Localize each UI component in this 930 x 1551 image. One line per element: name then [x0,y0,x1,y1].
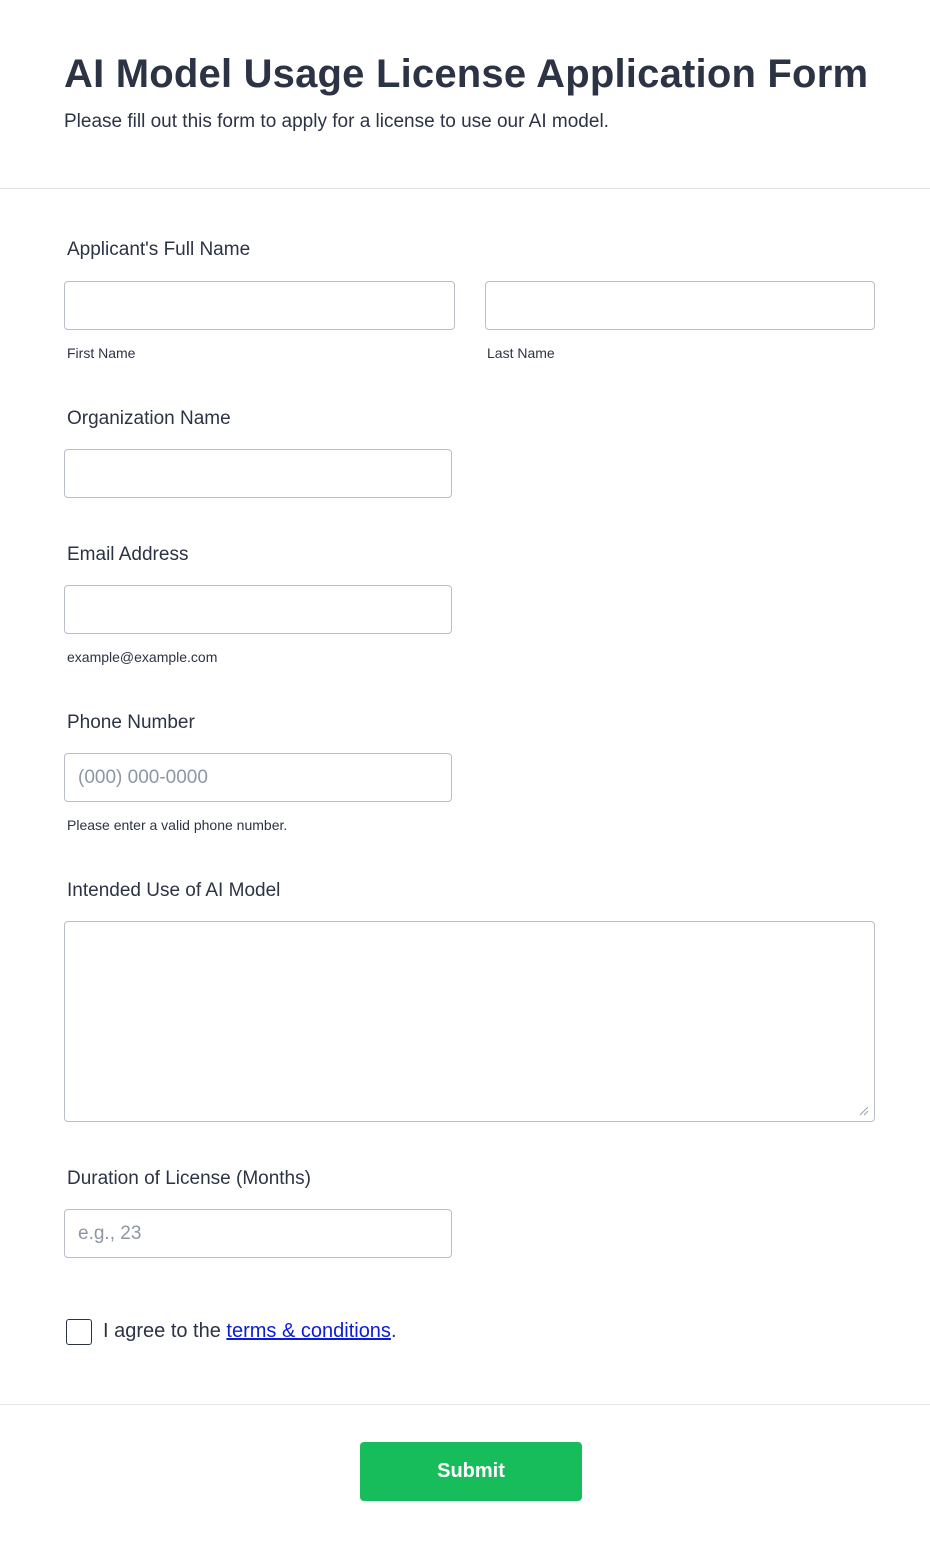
email-sublabel: example@example.com [67,649,218,665]
intended-use-label: Intended Use of AI Model [67,880,281,901]
last-name-sublabel: Last Name [487,345,555,361]
phone-label: Phone Number [67,712,195,733]
first-name-sublabel: First Name [67,345,136,361]
phone-sublabel: Please enter a valid phone number. [67,817,288,833]
email-label: Email Address [67,544,189,565]
footer-divider [0,1404,930,1405]
submit-button[interactable]: Submit [360,1442,582,1501]
organization-input[interactable] [64,449,452,498]
terms-agreement [103,1320,397,1343]
terms-link[interactable]: terms & conditions [226,1320,391,1342]
form-header [0,0,930,189]
duration-label: Duration of License (Months) [67,1168,311,1189]
intended-use-textarea[interactable] [64,921,875,1122]
last-name-input[interactable] [485,281,875,330]
page-subtitle: Please fill out this form to apply for a license to use our AI model. [64,111,609,132]
full-name-label: Applicant's Full Name [67,239,251,260]
terms-suffix: . [390,1320,397,1342]
organization-label: Organization Name [67,408,231,429]
resize-handle-icon[interactable] [857,1104,869,1116]
first-name-input[interactable] [64,281,455,330]
phone-input[interactable] [64,753,452,802]
duration-input[interactable] [64,1209,452,1258]
page-title: AI Model Usage License Application Form [64,52,869,96]
terms-checkbox[interactable] [66,1319,92,1345]
email-input[interactable] [64,585,452,634]
terms-prefix: I agree to the [103,1320,227,1342]
